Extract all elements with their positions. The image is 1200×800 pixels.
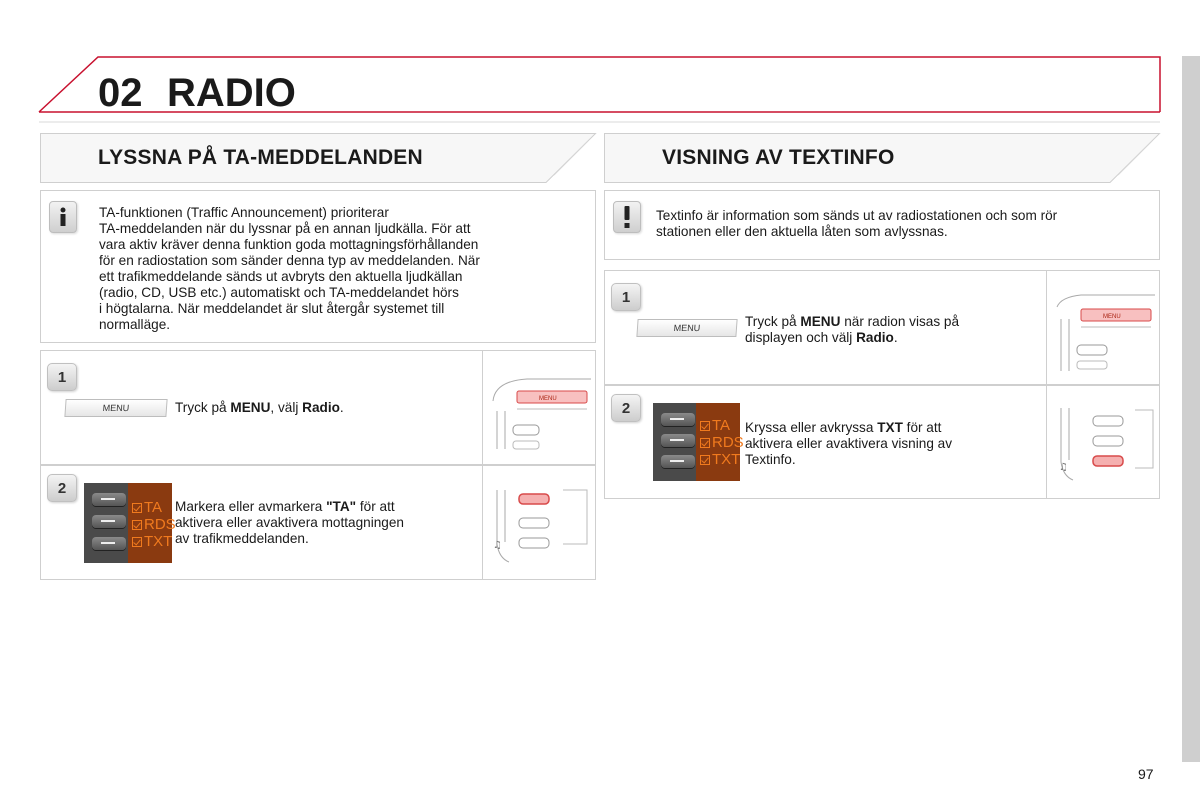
svg-text:♫: ♫ (493, 540, 502, 551)
console-buttons-illustration (487, 484, 595, 564)
divider (482, 351, 483, 464)
divider (482, 466, 483, 579)
warning-text: Textinfo är information som sänds ut av radiostationen och som rör stationen eller den aktuella låten som avlyssnas. (656, 208, 1058, 239)
svg-text:MENU: MENU (539, 396, 557, 402)
section-title: VISNING AV TEXTINFO (662, 146, 895, 169)
step-number: 2 (47, 474, 77, 502)
radio-display-screenshot: TA RDS TXT (653, 403, 740, 481)
divider (1046, 386, 1047, 498)
page-number: 97 (1138, 766, 1154, 782)
divider (1046, 271, 1047, 384)
console-illustration (1051, 293, 1159, 373)
menu-key: MENU (64, 399, 167, 417)
step-number: 1 (47, 363, 77, 391)
step-box-2 (40, 465, 596, 580)
step-box-2 (604, 385, 1160, 499)
section-header-textinfo (604, 133, 1160, 183)
step-number: 2 (611, 394, 641, 422)
svg-text:MENU: MENU (1103, 314, 1121, 320)
svg-text:♫: ♫ (1059, 462, 1068, 473)
section-header-ta (40, 133, 596, 183)
step-number: 1 (611, 283, 641, 311)
radio-display-screenshot: TA RDS TXT (84, 483, 172, 563)
console-illustration (487, 371, 595, 451)
step-box-1 (40, 350, 596, 465)
menu-key: MENU (636, 319, 737, 337)
exclamation-icon (613, 201, 641, 233)
chapter-title: RADIO (167, 71, 296, 115)
warning-box-textinfo (604, 190, 1160, 260)
chapter-side-tab (1182, 56, 1200, 762)
step-instruction: Markera eller avmarkera "TA" för att aktivera eller avaktivera mottagningen av trafikmeddelanden. (175, 499, 404, 546)
chapter-number: 02 (98, 71, 143, 115)
console-buttons-illustration (1051, 404, 1159, 484)
info-text: TA-funktionen (Traffic Announcement) prioriterar TA-meddelanden när du lyssnar på en annan ljudkälla. För att vara aktiv kräver denna funktion goda mottagningsförhållanden för en radiostation som sänder denna typ av meddelanden. När ett trafikmeddelande sänds ut avbryts den aktuella ljudkällan (radio, CD, USB etc.) automatiskt och TA-meddelandet hörs i högtalarna. När meddelandet är slut återgår systemet till normalläge. (99, 205, 480, 332)
info-icon (49, 201, 77, 233)
step-instruction: Kryssa eller avkryssa TXT för att aktivera eller avaktivera visning av Textinfo. (745, 420, 953, 467)
info-box-ta (40, 190, 596, 343)
section-title: LYSSNA PÅ TA-MEDDELANDEN (98, 146, 423, 169)
step-instruction: Tryck på MENU när radion visas på displayen och välj Radio. (745, 314, 960, 345)
step-instruction: Tryck på MENU, välj Radio. (175, 400, 344, 415)
step-box-1 (604, 270, 1160, 385)
